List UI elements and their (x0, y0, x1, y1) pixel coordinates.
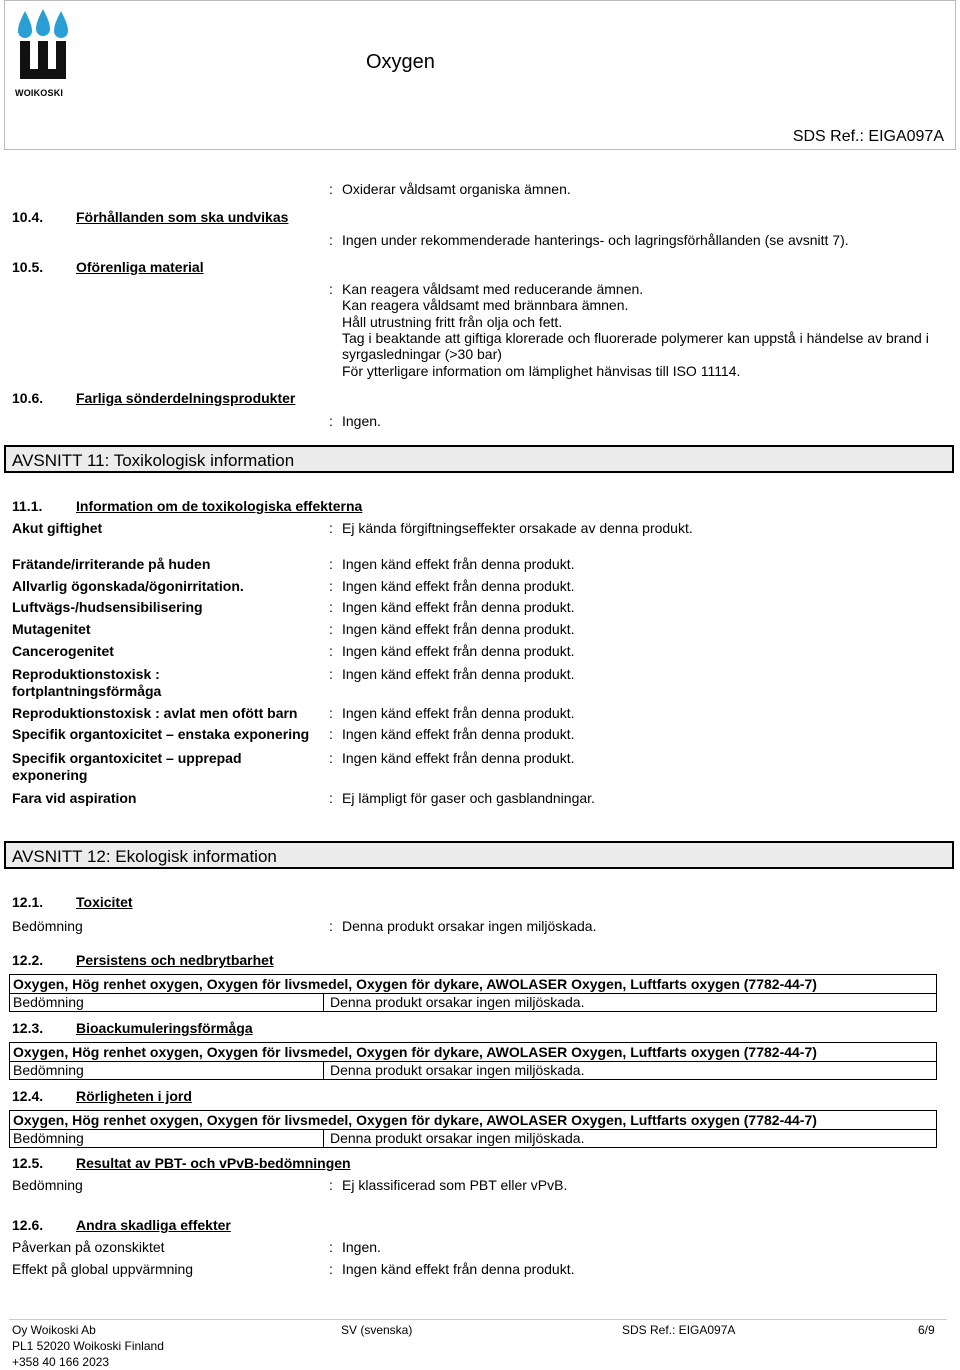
akut-value: Ej kända förgiftningseffekter orsakade av denna produkt. (342, 520, 693, 536)
asp-value: Ej lämpligt för gaser och gasblandningar. (342, 790, 595, 806)
s12-2-table (9, 974, 937, 1012)
muta-value: Ingen känd effekt från denna produkt. (342, 621, 575, 637)
s12-2-number: 12.2. (12, 952, 44, 968)
colon: : (329, 181, 333, 197)
s12-4-title: Rörligheten i jord (76, 1088, 192, 1104)
s12-4-table (9, 1110, 937, 1148)
table-product-row: Oxygen, Hög renhet oxygen, Oxygen för livsmedel, Oxygen för dykare, AWOLASER Oxygen, Luftfarts oxygen (7782-44-7) (13, 976, 817, 992)
section-11-header (4, 445, 954, 473)
s10-pre-value: Oxiderar våldsamt organiska ämnen. (342, 181, 571, 197)
s11-1-title: Information om de toxikologiska effekterna (76, 498, 363, 514)
table-label: Bedömning (13, 994, 84, 1010)
glob-value: Ingen känd effekt från denna produkt. (342, 1261, 575, 1277)
s12-5-value: Ej klassificerad som PBT eller vPvB. (342, 1177, 568, 1193)
s10-5-number: 10.5. (12, 259, 44, 275)
repr1-label: Reproduktionstoxisk : (12, 666, 160, 682)
canc-value: Ingen känd effekt från denna produkt. (342, 643, 575, 659)
s12-3-number: 12.3. (12, 1020, 44, 1036)
stot2-value: Ingen känd effekt från denna produkt. (342, 750, 575, 766)
s10-6-value: Ingen. (342, 413, 381, 429)
s11-1-number: 11.1. (12, 498, 43, 514)
repr2-label: Reproduktionstoxisk : avlat men ofött barn (12, 705, 298, 721)
s10-5-line: Tag i beaktande att giftiga klorerade och fluorerade polymerer kan uppstå i händelse av brand i (342, 330, 929, 346)
akut-label: Akut giftighet (12, 520, 103, 536)
repr2-value: Ingen känd effekt från denna produkt. (342, 705, 575, 721)
s10-5-line: Kan reagera våldsamt med brännbara ämnen. (342, 297, 629, 313)
woikoski-logo (17, 7, 69, 97)
table-value: Denna produkt orsakar ingen miljöskada. (330, 1130, 585, 1146)
s12-3-title: Bioackumuleringsförmåga (76, 1020, 253, 1036)
colon: : (329, 918, 333, 934)
luft-label: Luftvägs-/hudsensibilisering (12, 599, 203, 615)
stot1-label: Specifik organtoxicitet – enstaka exponering (12, 726, 310, 742)
stot2-label: Specifik organtoxicitet – upprepad (12, 750, 242, 766)
colon: : (329, 578, 333, 594)
footer-phone: +358 40 166 2023 (12, 1355, 110, 1369)
colon: : (329, 520, 333, 536)
repr1-label-cont: fortplantningsförmåga (12, 683, 162, 699)
s12-5-number: 12.5. (12, 1155, 44, 1171)
glob-label: Effekt på global uppvärmning (12, 1261, 194, 1277)
stot2-label-cont: exponering (12, 767, 88, 783)
footer-page-number: 6/9 (918, 1323, 935, 1337)
table-label: Bedömning (13, 1062, 84, 1078)
s10-5-line: Kan reagera våldsamt med reducerande ämnen. (342, 281, 644, 297)
logo-text: WOIKOSKI (15, 88, 64, 98)
colon: : (329, 666, 333, 682)
canc-label: Cancerogenitet (12, 643, 114, 659)
s10-6-title: Farliga sönderdelningsprodukter (76, 390, 296, 406)
table-value: Denna produkt orsakar ingen miljöskada. (330, 994, 585, 1010)
s12-5-label: Bedömning (12, 1177, 83, 1193)
s12-1-label: Bedömning (12, 918, 83, 934)
s12-1-title: Toxicitet (76, 894, 133, 910)
footer-company: Oy Woikoski Ab (12, 1323, 96, 1337)
repr1-value: Ingen känd effekt från denna produkt. (342, 666, 575, 682)
footer-address: PL1 52020 Woikoski Finland (12, 1339, 164, 1353)
colon: : (329, 232, 333, 248)
colon: : (329, 413, 333, 429)
section-11-title: AVSNITT 11: Toxikologisk information (12, 451, 295, 470)
colon: : (329, 790, 333, 806)
colon: : (329, 1261, 333, 1277)
footer-sds-ref: SDS Ref.: EIGA097A (622, 1323, 736, 1337)
s10-5-line: Håll utrustning fritt från olja och fett. (342, 314, 563, 330)
colon: : (329, 643, 333, 659)
s10-4-value: Ingen under rekommenderade hanterings- och lagringsförhållanden (se avsnitt 7). (342, 232, 849, 248)
colon: : (329, 1239, 333, 1255)
colon: : (329, 599, 333, 615)
table-label: Bedömning (13, 1130, 84, 1146)
table-product-row: Oxygen, Hög renhet oxygen, Oxygen för livsmedel, Oxygen för dykare, AWOLASER Oxygen, Luftfarts oxygen (7782-44-7) (13, 1112, 817, 1128)
s10-5-title: Oförenliga material (76, 259, 204, 275)
s12-1-value: Denna produkt orsakar ingen miljöskada. (342, 918, 597, 934)
document-title: Oxygen (366, 51, 435, 73)
ogon-label: Allvarlig ögonskada/ögonirritation. (12, 578, 244, 594)
table-product-row: Oxygen, Hög renhet oxygen, Oxygen för livsmedel, Oxygen för dykare, AWOLASER Oxygen, Luftfarts oxygen (7782-44-7) (13, 1044, 817, 1060)
footer-language: SV (svenska) (341, 1323, 413, 1337)
section-12-title: AVSNITT 12: Ekologisk information (12, 847, 277, 866)
colon: : (329, 705, 333, 721)
s10-5-line: syrgasledningar (>30 bar) (342, 346, 502, 362)
footer-divider (9, 1319, 947, 1320)
s12-5-title: Resultat av PBT- och vPvB-bedömningen (76, 1155, 351, 1171)
colon: : (329, 726, 333, 742)
s12-3-table (9, 1042, 937, 1080)
muta-label: Mutagenitet (12, 621, 91, 637)
colon: : (329, 621, 333, 637)
header-sds-ref: SDS Ref.: EIGA097A (792, 128, 944, 145)
colon: : (329, 281, 333, 297)
section-12-header (4, 841, 954, 869)
frat-label: Frätande/irriterande på huden (12, 556, 211, 572)
s12-4-number: 12.4. (12, 1088, 44, 1104)
s12-6-number: 12.6. (12, 1217, 44, 1233)
colon: : (329, 750, 333, 766)
ogon-value: Ingen känd effekt från denna produkt. (342, 578, 575, 594)
asp-label: Fara vid aspiration (12, 790, 137, 806)
stot1-value: Ingen känd effekt från denna produkt. (342, 726, 575, 742)
ozon-value: Ingen. (342, 1239, 381, 1255)
s12-2-title: Persistens och nedbrytbarhet (76, 952, 274, 968)
s10-5-line: För ytterligare information om lämplighet hänvisas till ISO 11114. (342, 363, 741, 379)
frat-value: Ingen känd effekt från denna produkt. (342, 556, 575, 572)
logo-drops-icon (17, 7, 69, 97)
luft-value: Ingen känd effekt från denna produkt. (342, 599, 575, 615)
ozon-label: Påverkan på ozonskiktet (12, 1239, 165, 1255)
s10-4-title: Förhållanden som ska undvikas (76, 209, 289, 225)
s10-4-number: 10.4. (12, 209, 44, 225)
s12-6-title: Andra skadliga effekter (76, 1217, 231, 1233)
colon: : (329, 556, 333, 572)
s10-6-number: 10.6. (12, 390, 44, 406)
colon: : (329, 1177, 333, 1193)
table-value: Denna produkt orsakar ingen miljöskada. (330, 1062, 585, 1078)
s12-1-number: 12.1. (12, 894, 44, 910)
page-header (4, 0, 956, 150)
